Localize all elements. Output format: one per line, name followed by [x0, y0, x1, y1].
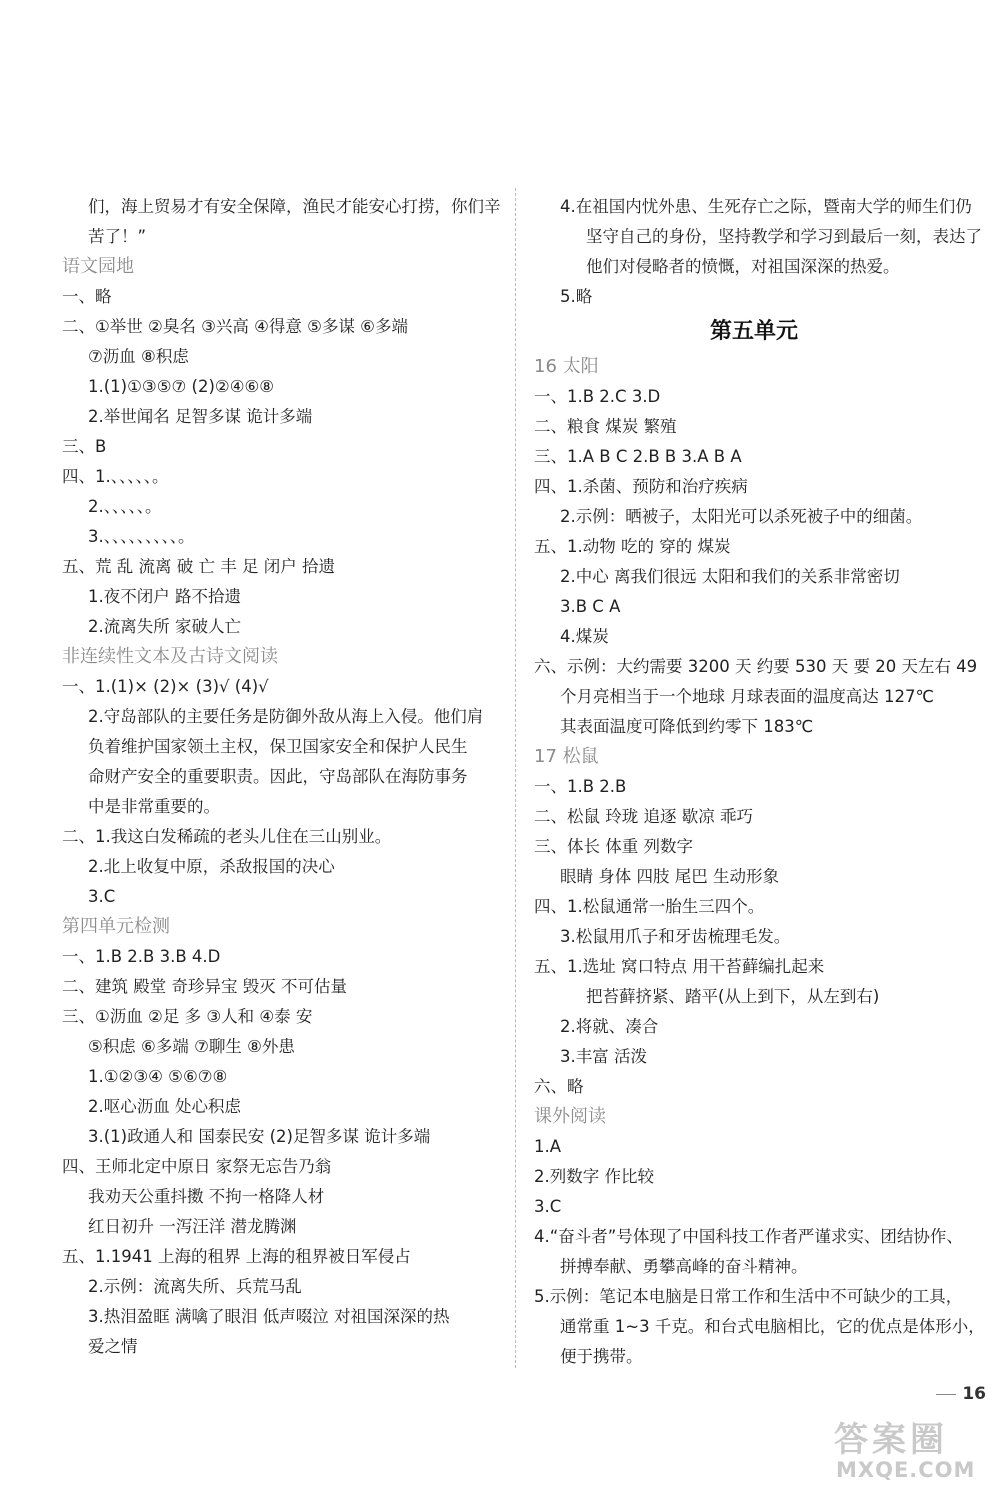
- answer-line: 眼睛 身体 四肢 尾巴 生动形象: [560, 867, 779, 886]
- answer-line: 4.“奋斗者”号体现了中国科技工作者严谨求实、团结协作、: [534, 1227, 963, 1246]
- answer-line: 2.举世闻名 足智多谋 诡计多端: [88, 407, 313, 426]
- watermark-stamp: 答案圈: [834, 1420, 948, 1460]
- answer-line: 3.、、、、、、、、、。: [88, 527, 195, 546]
- answer-line: 一、1.B 2.B 3.B 4.D: [62, 947, 221, 966]
- answer-line: 2.呕心沥血 处心积虑: [88, 1097, 241, 1116]
- answer-line: 四、1.杀菌、预防和治疗疾病: [534, 477, 748, 496]
- section-heading: 非连续性文本及古诗文阅读: [62, 646, 278, 667]
- answer-line: 个月亮相当于一个地球 月球表面的温度高达 127℃: [560, 687, 935, 706]
- answer-line: 六、示例：大约需要 3200 天 约要 530 天 要 20 天左右 49: [534, 657, 978, 676]
- answer-line: 3.B C A: [560, 597, 621, 616]
- answer-line: 2.示例：流离失所、兵荒马乱: [88, 1277, 302, 1296]
- section-heading: 语文园地: [62, 256, 134, 277]
- section-heading: 16 太阳: [534, 356, 599, 377]
- answer-line: 1.A: [534, 1137, 562, 1156]
- answer-line: 2.列数字 作比较: [534, 1167, 654, 1186]
- answer-line: 1.夜不闭户 路不拾遗: [88, 587, 241, 606]
- section-heading: 课外阅读: [534, 1106, 606, 1127]
- answer-line: 二、松鼠 玲珑 追逐 歇凉 乖巧: [534, 807, 753, 826]
- answer-line: 们，海上贸易才有安全保障，渔民才能安心打捞，你们辛: [88, 197, 501, 216]
- answer-line: 2.、、、、、。: [88, 497, 162, 516]
- answer-line: 通常重 1~3 千克。和台式电脑相比，它的优点是体形小，: [560, 1317, 985, 1336]
- answer-line: 拼搏奉献、勇攀高峰的奋斗精神。: [560, 1257, 808, 1276]
- answer-line: 五、1.1941 上海的租界 上海的租界被日军侵占: [62, 1247, 411, 1266]
- answer-line: 5.示例：笔记本电脑是日常工作和生活中不可缺少的工具，: [534, 1287, 963, 1306]
- answer-line: 四、1.松鼠通常一胎生三四个。: [534, 897, 765, 916]
- answer-line: 六、略: [534, 1077, 584, 1096]
- answer-line: 5.略: [560, 287, 593, 306]
- answer-line: 2.示例：晒被子，太阳光可以杀死被子中的细菌。: [560, 507, 923, 526]
- answer-line: 他们对侵略者的愤慨，对祖国深深的热爱。: [586, 257, 900, 276]
- answer-line: 1.(1)①③⑤⑦ (2)②④⑥⑧: [88, 377, 275, 396]
- answer-line: 2.北上收复中原，杀敌报国的决心: [88, 857, 335, 876]
- answer-line: 二、①举世 ②臭名 ③兴高 ④得意 ⑤多谋 ⑥多端: [62, 317, 408, 336]
- answer-line: 一、1.B 2.B: [534, 777, 627, 796]
- answer-line: 三、1.A B C 2.B B 3.A B A: [534, 447, 742, 466]
- answer-line: 命财产安全的重要职责。因此，守岛部队在海防事务: [88, 767, 468, 786]
- answer-line: 2.流离失所 家破人亡: [88, 617, 241, 636]
- answer-line: 便于携带。: [560, 1347, 643, 1366]
- answer-line: 三、①沥血 ②足 多 ③人和 ④泰 安: [62, 1007, 313, 1026]
- answer-line: 四、1.、、、、、。: [62, 467, 169, 486]
- answer-line: 把苔藓挤紧、踏平(从上到下，从左到右): [586, 987, 880, 1006]
- answer-line: 3.热泪盈眶 满噙了眼泪 低声啜泣 对祖国深深的热: [88, 1307, 450, 1326]
- left-column: [62, 192, 504, 1362]
- answer-line: 三、体长 体重 列数字: [534, 837, 693, 856]
- section-heading: 17 松鼠: [534, 746, 599, 767]
- answer-line: 五、1.选址 窝口特点 用干苔藓编扎起来: [534, 957, 825, 976]
- unit-title: 第五单元: [709, 319, 798, 344]
- answer-line: 3.C: [88, 887, 116, 906]
- answer-line: 三、B: [62, 437, 107, 456]
- answer-line: 3.丰富 活泼: [560, 1047, 647, 1066]
- answer-line: 4.煤炭: [560, 627, 609, 646]
- answer-line: 五、荒 乱 流离 破 亡 丰 足 闭户 拾遗: [62, 557, 335, 576]
- answer-line: 3.(1)政通人和 国泰民安 (2)足智多谋 诡计多端: [88, 1127, 431, 1146]
- answer-line: 二、建筑 殿堂 奇珍异宝 毁灭 不可估量: [62, 977, 347, 996]
- column-divider: [515, 188, 516, 1368]
- answer-line: 3.松鼠用爪子和牙齿梳理毛发。: [560, 927, 791, 946]
- answer-line: 四、王师北定中原日 家祭无忘告乃翁: [62, 1157, 332, 1176]
- answer-line: 一、1.B 2.C 3.D: [534, 387, 661, 406]
- answer-line: 其表面温度可降低到约零下 183℃: [560, 717, 814, 736]
- answer-line: ⑤积虑 ⑥多端 ⑦聊生 ⑧外患: [88, 1037, 295, 1056]
- section-heading: 第四单元检测: [62, 916, 170, 937]
- right-column: [534, 192, 985, 1372]
- answer-line: 负着维护国家领土主权，保卫国家安全和保护人民生: [88, 737, 468, 756]
- answer-line: 2.将就、凑合: [560, 1017, 659, 1036]
- answer-line: 我劝天公重抖擞 不拘一格降人材: [88, 1187, 325, 1206]
- answer-line: 中是非常重要的。: [88, 797, 220, 816]
- answer-line: 2.中心 离我们很远 太阳和我们的关系非常密切: [560, 567, 900, 586]
- answer-line: 3.C: [534, 1197, 562, 1216]
- answer-line: 坚守自己的身份，坚持教学和学习到最后一刻，表达了: [586, 227, 982, 246]
- answer-line: 二、粮食 煤炭 繁殖: [534, 417, 677, 436]
- answer-line: 爱之情: [88, 1337, 138, 1356]
- answer-line: ⑦沥血 ⑧积虑: [88, 347, 189, 366]
- answer-line: 五、1.动物 吃的 穿的 煤炭: [534, 537, 731, 556]
- answer-line: 一、1.(1)× (2)× (3)√ (4)√: [62, 677, 269, 696]
- answer-line: 1.①②③④ ⑤⑥⑦⑧: [88, 1067, 228, 1086]
- answer-line: 二、1.我这白发稀疏的老头儿住在三山别业。: [62, 827, 392, 846]
- page-number: 16: [936, 1384, 986, 1404]
- answer-line: 2.守岛部队的主要任务是防御外敌从海上入侵。他们肩: [88, 707, 484, 726]
- answer-line: 红日初升 一泻汪洋 潜龙腾渊: [88, 1217, 297, 1236]
- answer-line: 一、略: [62, 287, 112, 306]
- watermark-url: MXQE.COM: [836, 1458, 976, 1482]
- answer-line: 苦了！”: [88, 227, 147, 246]
- answer-line: 4.在祖国内忧外患、生死存亡之际，暨南大学的师生们仍: [560, 197, 972, 216]
